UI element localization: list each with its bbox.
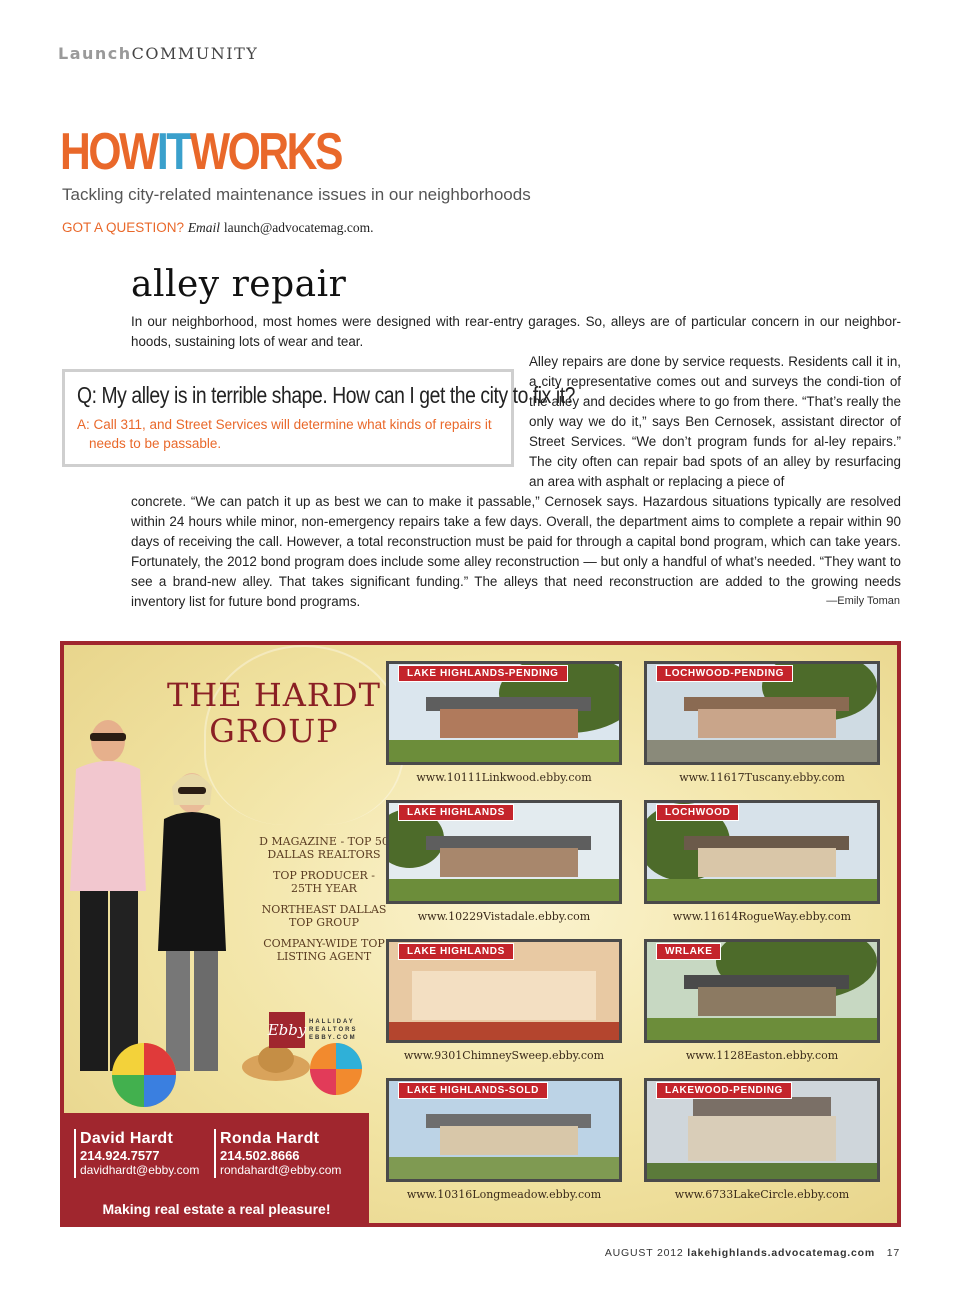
listing-badge: LAKE HIGHLANDS-SOLD xyxy=(398,1082,548,1099)
footer-date: AUGUST 2012 xyxy=(604,1247,684,1259)
listing-badge: LAKE HIGHLANDS xyxy=(398,943,514,960)
listing-url[interactable]: www.9301ChimneySweep.ebby.com xyxy=(403,1049,605,1062)
title-it: IT xyxy=(156,123,190,181)
real-estate-ad[interactable] xyxy=(60,641,901,1227)
ebby-logo xyxy=(269,1011,369,1049)
ad-logo-line1: THE HARDT xyxy=(167,676,381,714)
agent-phone[interactable]: 214.502.8666 xyxy=(220,1148,300,1163)
listing-url[interactable]: www.11614RogueWay.ebby.com xyxy=(672,910,852,923)
footer-site[interactable]: lakehighlands.advocatemag.com xyxy=(687,1247,875,1259)
ad-logo-line2: GROUP xyxy=(209,712,339,750)
listing-url[interactable]: www.11617Tuscany.ebby.com xyxy=(679,771,845,784)
listing-badge: LOCHWOOD xyxy=(656,804,739,821)
listing-card[interactable] xyxy=(644,800,880,930)
agent-email[interactable]: davidhardt@ebby.com xyxy=(80,1163,200,1177)
question-label: GOT A QUESTION? xyxy=(62,220,185,235)
ad-credits xyxy=(259,835,389,971)
listing-card[interactable] xyxy=(644,661,880,791)
article-column-right: Alley repairs are done by service requests. Residents call it in, a city representative comes out and surveys the condi-tion of the alley and decides where to go from there. “That’s really the only way we do it,” says Ben Cernosek, assistant director of Street Services. “We don’t program funds for al-ley repairs.” The city often can repair bad spots of an alley by resurfacing an area with asphalt or replacing a piece of xyxy=(529,354,901,489)
article-body: concrete. “We can patch it up as best we can to make it passable,” Cernosek says. Hazardous situations typically are resolved within 24 hours while minor, non-emergency repairs take a few days. Overall, the department aims to complete a repair within 90 days of receiving the call. However, a total reconstruction must be paid for through a capital bond program, which can take years. Fortunately, the 2012 bond program does include some alley reconstruction — but only a handful of what’s needed. “They want to see a brand-new alley. That takes significant funding.” The alleys that need reconstruction are added to the growing needs inventory list for future bond programs. xyxy=(131,494,901,609)
page-footer xyxy=(605,1247,900,1259)
credit-item: TOP PRODUCER - 25TH YEAR xyxy=(273,869,375,895)
ebby-text: HALLIDAY REALTORS EBBY.COM xyxy=(309,1019,358,1041)
page-title xyxy=(60,122,341,182)
listing-card[interactable] xyxy=(386,1078,622,1208)
agent-name: David Hardt xyxy=(80,1130,174,1147)
qa-question: Q: My alley is in terrible shape. How can I get the city to fix it? xyxy=(77,382,576,408)
qa-box xyxy=(62,369,576,467)
listing-card[interactable] xyxy=(386,939,622,1069)
ad-tagline: Making real estate a real pleasure! xyxy=(102,1201,331,1217)
agent-contact xyxy=(214,1129,341,1178)
agent-email[interactable]: rondahardt@ebby.com xyxy=(220,1163,342,1177)
listing-card[interactable] xyxy=(386,661,622,791)
listing-url[interactable]: www.6733LakeCircle.ebby.com xyxy=(674,1188,850,1201)
listing-badge: WRLAKE xyxy=(656,943,721,960)
listing-card[interactable] xyxy=(386,800,622,930)
ebby-mark: Ebby xyxy=(269,1012,305,1048)
listing-badge: LAKEWOOD-PENDING xyxy=(656,1082,792,1099)
listing-url[interactable]: www.10229Vistadale.ebby.com xyxy=(417,910,591,923)
title-works: WORKS xyxy=(189,123,341,181)
agent-contact xyxy=(74,1129,199,1178)
listing-card[interactable] xyxy=(644,939,880,1069)
page-number: 17 xyxy=(886,1247,900,1259)
agents-illustration xyxy=(66,701,256,1081)
title-how: HOW xyxy=(60,123,157,181)
agent-phone[interactable]: 214.924.7577 xyxy=(80,1148,160,1163)
contact-box xyxy=(64,1113,369,1227)
credit-item: D MAGAZINE - TOP 50 DALLAS REALTORS xyxy=(259,835,389,861)
listing-badge: LAKE HIGHLANDS xyxy=(398,804,514,821)
section-launch: Launch xyxy=(58,44,132,63)
question-contact xyxy=(62,220,373,236)
qa-answer: A: Call 311, and Street Services will determine what kinds of repairs it needs to be passable. xyxy=(77,417,492,451)
listing-badge: LOCHWOOD-PENDING xyxy=(656,665,793,682)
article-byline: —Emily Toman xyxy=(826,595,900,607)
section-community: COMMUNITY xyxy=(131,44,259,63)
listing-url[interactable]: www.10111Linkwood.ebby.com xyxy=(416,771,592,784)
listing-card[interactable] xyxy=(644,1078,880,1208)
listing-url[interactable]: www.10316Longmeadow.ebby.com xyxy=(406,1188,602,1201)
credit-item: NORTHEAST DALLAS TOP GROUP xyxy=(261,903,387,929)
listing-url[interactable]: www.1128Easton.ebby.com xyxy=(685,1049,839,1062)
agent-name: Ronda Hardt xyxy=(220,1130,320,1147)
agents-photo xyxy=(66,701,256,1081)
listing-badge: LAKE HIGHLANDS-PENDING xyxy=(398,665,568,682)
email-label: Email xyxy=(187,220,221,235)
section-label xyxy=(58,44,258,64)
credit-item: COMPANY-WIDE TOP LISTING AGENT xyxy=(263,937,385,963)
article-headline: alley repair xyxy=(131,264,347,305)
email-address[interactable]: launch@advocatemag.com. xyxy=(223,220,374,235)
article-intro: In our neighborhood, most homes were designed with rear-entry garages. So, alleys are of particular concern in our neighbor-hoods, sustaining lots of wear and tear. xyxy=(131,314,901,349)
page-subtitle: Tackling city-related maintenance issues in our neighborhoods xyxy=(62,185,531,204)
